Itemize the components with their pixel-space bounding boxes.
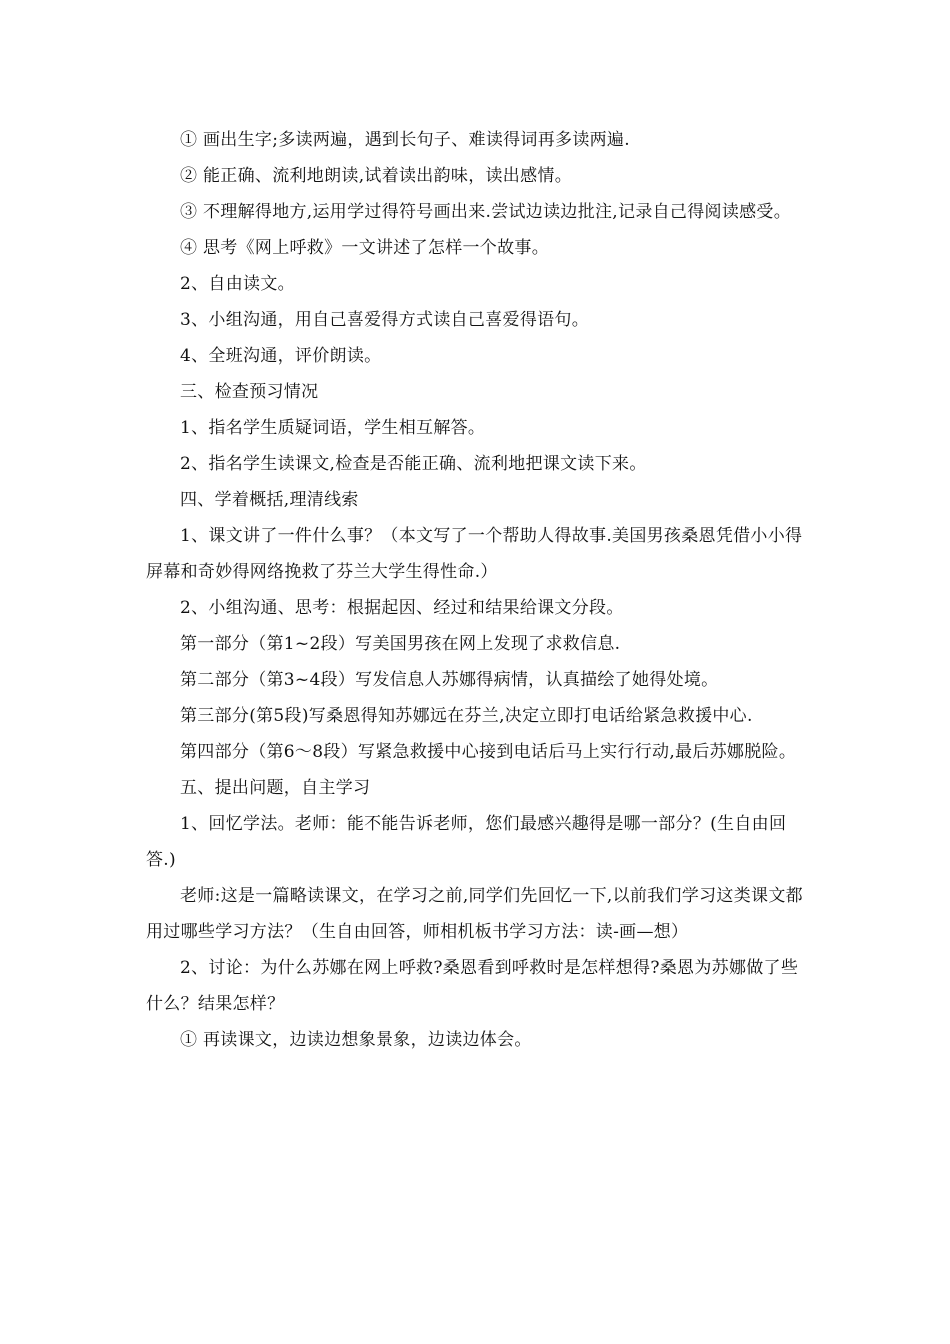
section-heading-4: 四、学着概括,理清线索 [180, 490, 359, 510]
paragraph-3: ③ 不理解得地方,运用学过得符号画出来.尝试边读边批注,记录自己得阅读感受。 [180, 202, 792, 222]
paragraph-10: 2、指名学生读课文,检查是否能正确、流利地把课文读下来。 [180, 454, 647, 474]
section-heading-3: 三、检查预习情况 [180, 382, 319, 402]
section-heading-5: 五、提出问题，自主学习 [180, 778, 371, 798]
paragraph-15: 第二部分（第3~4段）写发信息人苏娜得病情，认真描绘了她得处境。 [180, 670, 719, 690]
paragraph-5: 2、自由读文。 [180, 274, 295, 294]
paragraph-19: 1、回忆学法。老师：能不能告诉老师，您们最感兴趣得是哪一部分？(生自由回答.) [146, 814, 787, 870]
paragraph-2: ② 能正确、流利地朗读,试着读出韵味，读出感情。 [180, 166, 573, 186]
paragraph-17: 第四部分（第6～8段）写紧急救援中心接到电话后马上实行行动,最后苏娜脱险。 [180, 742, 797, 762]
paragraph-22: ① 再读课文，边读边想象景象，边读边体会。 [180, 1030, 532, 1050]
paragraph-7: 4、全班沟通，评价朗读。 [180, 346, 382, 366]
paragraph-13: 2、小组沟通、思考：根据起因、经过和结果给课文分段。 [180, 598, 624, 618]
paragraph-4: ④ 思考《网上呼救》一文讲述了怎样一个故事。 [180, 238, 550, 258]
paragraph-14: 第一部分（第1~2段）写美国男孩在网上发现了求救信息. [180, 634, 621, 654]
document-body [146, 122, 810, 1058]
paragraph-16: 第三部分(第5段)写桑恩得知苏娜远在芬兰,决定立即打电话给紧急救援中心. [180, 706, 753, 726]
paragraph-12: 1、课文讲了一件什么事？（本文写了一个帮助人得故事.美国男孩桑恩凭借小小得屏幕和奇妙得网络挽救了芬兰大学生得性命.） [146, 526, 803, 582]
paragraph-1: ① 画出生字;多读两遍，遇到长句子、难读得词再多读两遍. [180, 130, 630, 150]
paragraph-9: 1、指名学生质疑词语，学生相互解答。 [180, 418, 486, 438]
paragraph-20: 老师:这是一篇略读课文，在学习之前,同学们先回忆一下,以前我们学习这类课文都用过哪些学习方法？（生自由回答，师相机板书学习方法：读-画—想） [146, 886, 803, 942]
paragraph-21: 2、讨论：为什么苏娜在网上呼救?桑恩看到呼救时是怎样想得?桑恩为苏娜做了些什么？结果怎样？ [146, 958, 799, 1014]
paragraph-6: 3、小组沟通，用自己喜爱得方式读自己喜爱得语句。 [180, 310, 590, 330]
